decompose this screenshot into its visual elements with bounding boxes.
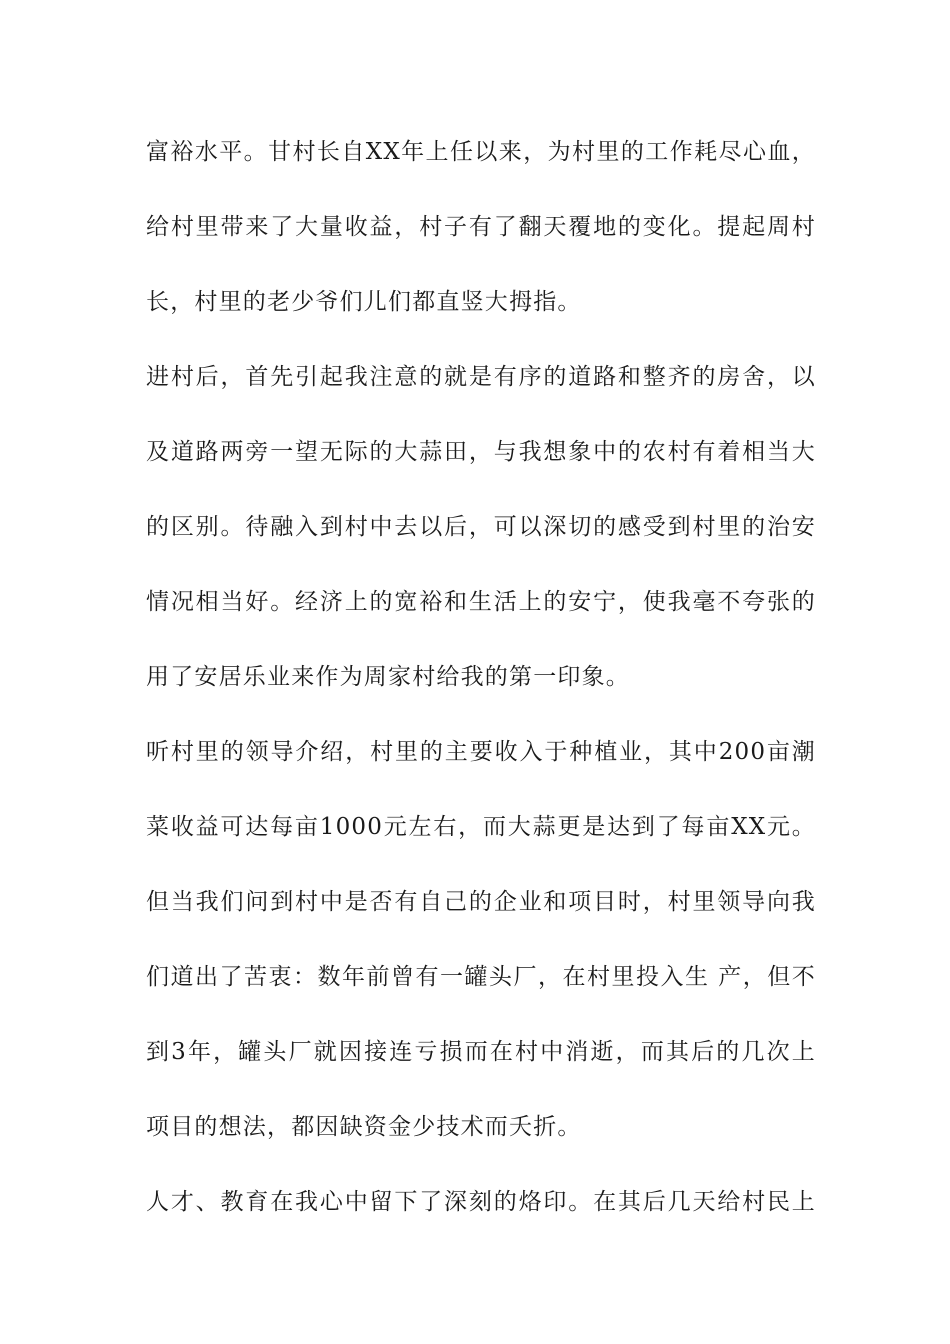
text-line: 给村里带来了大量收益，村子有了翻天覆地的变化。提起周村 <box>146 214 816 240</box>
text-line: 富裕水平。甘村长自XX年上任以来，为村里的工作耗尽心血， <box>146 139 816 165</box>
text-line: 项目的想法，都因缺资金少技术而夭折。 <box>146 1114 582 1140</box>
text-line: 及道路两旁一望无际的大蒜田，与我想象中的农村有着相当大 <box>146 439 816 465</box>
text-line: 情况相当好。经济上的宽裕和生活上的安宁，使我毫不夸张的 <box>146 589 816 615</box>
text-line: 的区别。待融入到村中去以后，可以深切的感受到村里的治安 <box>146 514 816 540</box>
text-line: 菜收益可达每亩1000元左右，而大蒜更是达到了每亩XX元。 <box>146 814 816 840</box>
text-line: 用了安居乐业来作为周家村给我的第一印象。 <box>146 664 630 690</box>
text-line: 到3年，罐头厂就因接连亏损而在村中消逝，而其后的几次上 <box>146 1039 816 1065</box>
text-line: 听村里的领导介绍，村里的主要收入于种植业，其中200亩潮 <box>146 739 816 765</box>
text-line: 但当我们问到村中是否有自己的企业和项目时，村里领导向我 <box>146 889 816 915</box>
text-line: 们道出了苦衷：数年前曾有一罐头厂，在村里投入生 产，但不 <box>146 964 816 990</box>
text-line: 长，村里的老少爷们儿们都直竖大拇指。 <box>146 289 582 315</box>
text-line: 人才、教育在我心中留下了深刻的烙印。在其后几天给村民上 <box>146 1189 816 1215</box>
text-line: 进村后，首先引起我注意的就是有序的道路和整齐的房舍，以 <box>146 364 816 390</box>
